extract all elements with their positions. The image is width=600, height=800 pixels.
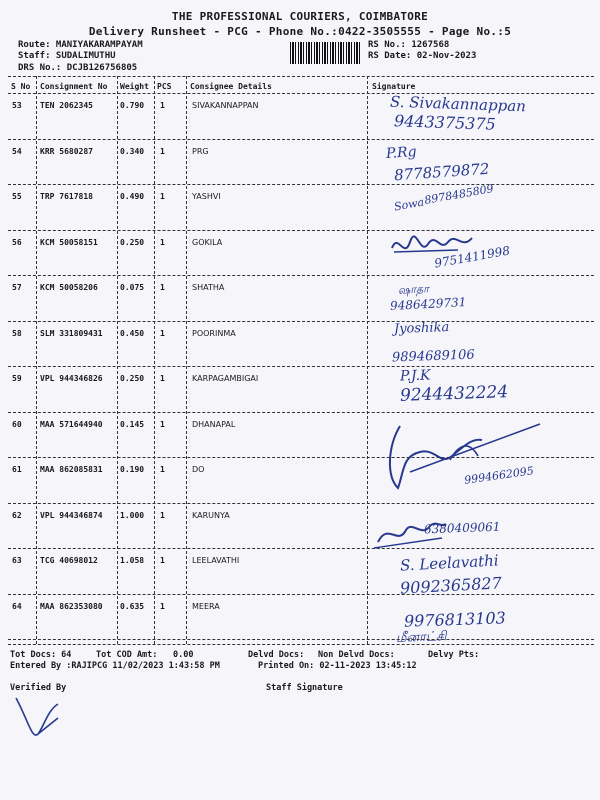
- row-weight: 0.340: [120, 146, 145, 156]
- row-sno: 58: [12, 328, 22, 338]
- row-pcs: 1: [160, 465, 165, 474]
- col-divider: [117, 76, 118, 644]
- col-header-pcs: PCS: [157, 82, 172, 91]
- staff-signature-label: Staff Signature: [266, 683, 343, 693]
- row-sno: 63: [12, 556, 22, 565]
- row-consignment-no: KCM 50058206: [40, 283, 98, 292]
- row-consignment-no: TCG 40698012: [40, 556, 98, 565]
- row-separator: [8, 139, 594, 140]
- row-signature-name: ஷாதா: [397, 282, 430, 297]
- row-consignee: MEERA: [192, 601, 220, 611]
- delivery-points: Delvy Pts:: [428, 650, 480, 660]
- row-signature-phone: 9976813103: [403, 607, 507, 631]
- row-pcs: 1: [160, 601, 165, 611]
- col-header-consignment: Consignment No: [40, 82, 108, 91]
- col-divider: [36, 76, 37, 644]
- row-sno: 54: [12, 146, 22, 156]
- row-sno: 59: [12, 374, 22, 383]
- row-signature-phone: 6380409061: [423, 519, 501, 536]
- row-consignee: LEELAVATHI: [192, 556, 240, 565]
- row-consignment-no: MAA 571644940: [40, 419, 103, 429]
- total-cod-label: Tot COD Amt:: [96, 650, 158, 660]
- row-consignment-no: MAA 862353080: [40, 601, 103, 611]
- signature-scribble: [380, 416, 550, 496]
- row-sno: 57: [12, 283, 22, 292]
- row-signature-phone: 9443375375: [393, 111, 497, 134]
- runsheet-title: Delivery Runsheet - PCG - Phone No.:0422-3505555 - Page No.:5: [88, 25, 512, 38]
- row-pcs: 1: [160, 510, 165, 520]
- row-consignment-no: KCM 50058151: [40, 237, 98, 247]
- row-sno: 64: [12, 601, 22, 611]
- row-sno: 56: [12, 237, 22, 247]
- footer-rule: [8, 644, 594, 645]
- row-pcs: 1: [160, 328, 165, 338]
- total-docs: Tot Docs: 64: [10, 650, 72, 660]
- row-consignee: KARPAGAMBIGAI: [192, 374, 259, 383]
- row-consignment-no: VPL 944346826: [40, 374, 103, 383]
- verified-signature-scribble: [8, 690, 78, 750]
- row-separator: [8, 321, 594, 322]
- row-pcs: 1: [160, 192, 165, 201]
- row-pcs: 1: [160, 283, 165, 292]
- row-signature-name: Jyoshika: [393, 319, 450, 337]
- row-signature-phone: 8778579872: [393, 159, 490, 184]
- table-header-rule: [8, 93, 594, 94]
- row-weight: 1.000: [120, 510, 145, 520]
- row-separator: [8, 548, 594, 549]
- row-separator: [8, 230, 594, 231]
- row-weight: 0.450: [120, 328, 145, 338]
- row-consignment-no: SLM 331809431: [40, 328, 103, 338]
- row-pcs: 1: [160, 556, 165, 565]
- row-weight: 0.075: [120, 283, 145, 292]
- row-signature-phone: 9994662095: [463, 464, 535, 487]
- row-signature-phone: 9751411998: [433, 242, 511, 271]
- row-consignee: SIVAKANNAPPAN: [192, 101, 259, 110]
- barcode: [290, 42, 360, 64]
- row-consignee: DHANAPAL: [192, 419, 236, 429]
- route-label: Route: MANIYAKARAMPAYAM: [18, 40, 143, 50]
- total-cod-value: 0.00: [173, 650, 194, 660]
- row-consignment-no: MAA 862085831: [40, 465, 103, 474]
- row-signature-phone: 9486429731: [389, 295, 467, 313]
- row-consignment-no: VPL 944346874: [40, 510, 103, 520]
- row-signature-name: Sowa: [393, 195, 426, 214]
- row-separator: [8, 275, 594, 276]
- staff-label: Staff: SUDALIMUTHU: [18, 51, 116, 61]
- row-consignee: YASHVI: [192, 192, 221, 201]
- row-separator: [8, 594, 594, 595]
- row-separator: [8, 503, 594, 504]
- row-consignee: POORINMA: [192, 328, 236, 338]
- rs-date: RS Date: 02-Nov-2023: [368, 51, 477, 61]
- row-sno: 53: [12, 101, 22, 110]
- row-sno: 61: [12, 465, 22, 474]
- row-weight: 0.190: [120, 465, 145, 474]
- row-weight: 0.490: [120, 192, 145, 201]
- row-weight: 0.250: [120, 237, 145, 247]
- col-header-signature: Signature: [372, 82, 416, 91]
- col-divider: [186, 76, 187, 644]
- row-signature-name: S. Leelavathi: [399, 551, 500, 575]
- row-sno: 55: [12, 192, 22, 201]
- delivered-docs: Delvd Docs:: [248, 650, 305, 660]
- row-weight: 0.250: [120, 374, 145, 383]
- drs-label: DRS No.: DCJB126756805: [18, 63, 138, 73]
- rs-number: RS No.: 1267568: [368, 40, 450, 50]
- row-consignee: DO: [192, 465, 205, 474]
- row-signature-name: S. Sivakannappan: [389, 92, 527, 116]
- row-weight: 0.790: [120, 101, 145, 110]
- row-consignment-no: TEN 2062345: [40, 101, 93, 110]
- row-consignee: KARUNYA: [192, 510, 230, 520]
- col-divider: [367, 76, 368, 644]
- row-pcs: 1: [160, 101, 165, 110]
- col-header-consignee: Consignee Details: [190, 82, 272, 91]
- row-consignee: SHATHA: [192, 283, 225, 292]
- row-weight: 0.635: [120, 601, 145, 611]
- row-weight: 0.145: [120, 419, 145, 429]
- row-signature-name: P.J.K: [399, 367, 431, 385]
- row-separator: [8, 412, 594, 413]
- row-consignment-no: TRP 7617818: [40, 192, 93, 201]
- row-signature-name: P.Rg: [385, 143, 418, 162]
- row-sno: 62: [12, 510, 22, 520]
- row-pcs: 1: [160, 419, 165, 429]
- entered-by: Entered By :RAJIPCG 11/02/2023 1:43:58 PM: [10, 661, 220, 671]
- printed-on: Printed On: 02-11-2023 13:45:12: [258, 661, 417, 671]
- row-pcs: 1: [160, 237, 165, 247]
- row-signature-phone: 9244432224: [399, 382, 509, 406]
- row-separator: [8, 639, 594, 640]
- row-consignee: GOKILA: [192, 237, 223, 247]
- row-consignee: PRG: [192, 146, 209, 156]
- row-pcs: 1: [160, 146, 165, 156]
- row-sno: 60: [12, 419, 22, 429]
- non-delivered-docs: Non Delvd Docs:: [318, 650, 395, 660]
- company-title: THE PROFESSIONAL COURIERS, COIMBATORE: [171, 10, 429, 23]
- col-header-weight: Weight: [120, 82, 149, 91]
- row-weight: 1.058: [120, 556, 145, 565]
- row-signature-phone: 9894689106: [391, 347, 475, 365]
- row-separator: [8, 366, 594, 367]
- row-signature-phone: 8978485809: [423, 182, 495, 207]
- verified-by: Verified By: [10, 683, 67, 693]
- row-signature-phone: 9092365827: [399, 573, 503, 598]
- col-divider: [154, 76, 155, 644]
- table-top-rule: [8, 76, 594, 77]
- row-consignment-no: KRR 5680287: [40, 146, 93, 156]
- signature-scribble: [388, 228, 488, 268]
- col-header-sno: S No: [11, 82, 31, 91]
- row-separator: [8, 184, 594, 185]
- row-signature-name: மீனாட்சி: [395, 628, 447, 646]
- row-pcs: 1: [160, 374, 165, 383]
- signature-scribble: [372, 512, 452, 552]
